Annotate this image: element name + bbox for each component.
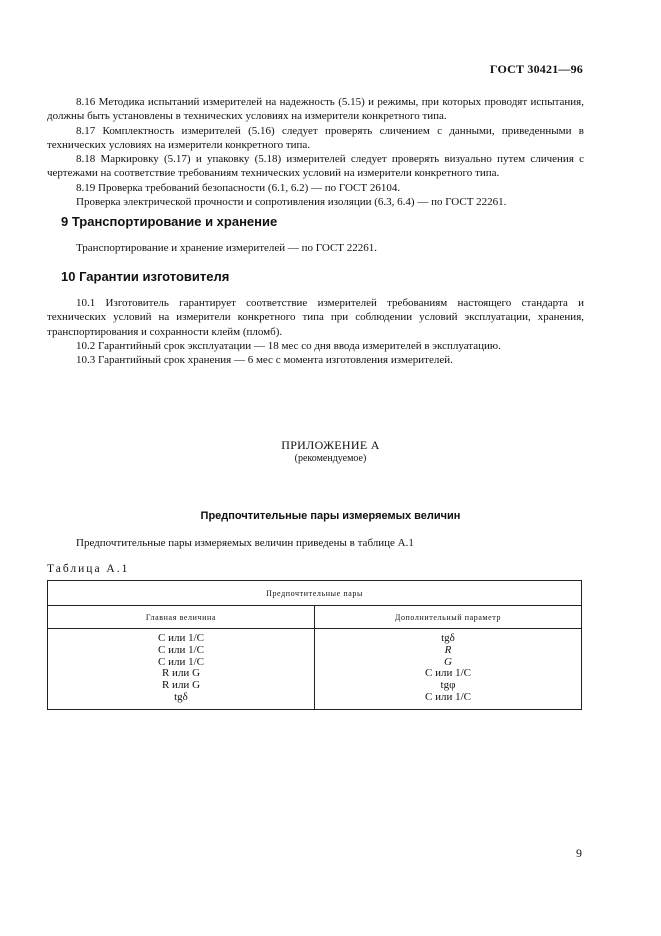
appendix-heading: Предпочтительные пары измеряемых величин	[200, 510, 461, 522]
paragraph-8-16: 8.16 Методика испытаний измерителей на надежность (5.15) и режимы, при которых проводят испытания, должны быть установлены в технических условиях на измерители конкретного типа.	[47, 96, 584, 123]
paragraph-10-1: 10.1 Изготовитель гарантирует соответствие измерителей требованиям настоящего стандарта и технических условий на измерители конкретного типа при соблюдении условий эксплуатации, хранения, транспортирования и сохранности клейм (пломб).	[47, 297, 584, 338]
table-cell: R	[444, 643, 452, 656]
paragraph-8-18: 8.18 Маркировку (5.17) и упаковку (5.18) измерителей следует проверять визуально путем сличения с чертежами на соответствие требованиям технических условий на измерители конкретного типа.	[47, 153, 584, 180]
table-cell: R или G	[161, 679, 201, 692]
paragraph-10-2: 10.2 Гарантийный срок эксплуатации — 18 мес со дня ввода измерителей в эксплуатацию.	[76, 339, 501, 352]
section-9-text	[47, 241, 584, 255]
table-cell: tgδ	[441, 632, 455, 644]
col-extra-values	[315, 629, 582, 710]
paragraph-insulation: Проверка электрической прочности и сопротивления изоляции (6.3, 6.4) — по ГОСТ 22261.	[76, 196, 507, 209]
standard-number: ГОСТ 30421—96	[489, 62, 583, 76]
appendix-title: ПРИЛОЖЕНИЕ А	[281, 438, 380, 452]
col-main-values	[48, 629, 315, 710]
section-10-title: 10 Гарантии изготовителя	[61, 269, 230, 284]
table-cell: C или 1/C	[425, 690, 471, 703]
appendix-intro: Предпочтительные пары измеряемых величин приведены в таблице А.1	[76, 537, 414, 549]
paragraph-10-3: 10.3 Гарантийный срок хранения — 6 мес с момента изготовления измерителей.	[76, 354, 453, 367]
table-cell: C или 1/C	[158, 655, 204, 668]
table-cell: tgφ	[440, 679, 456, 692]
section-10-text	[47, 296, 584, 367]
col-extra-header: Дополнительный параметр	[315, 606, 582, 629]
paragraph-8-19: 8.19 Проверка требований безопасности (6.1, 6.2) — по ГОСТ 26104.	[76, 181, 401, 194]
table-cell: C или 1/C	[158, 632, 204, 644]
page-number: 9	[576, 846, 582, 860]
paragraph-9: Транспортирование и хранение измерителей — по ГОСТ 22261.	[76, 242, 378, 254]
col-main-header: Главная величина	[48, 606, 315, 629]
table-cell: C или 1/C	[158, 643, 204, 656]
preferred-pairs-table	[47, 580, 582, 710]
section-9-title: 9 Транспортирование и хранение	[61, 214, 278, 229]
table-cell: tgδ	[174, 690, 188, 703]
table-group-header: Предпочтительные пары	[48, 581, 582, 606]
table-cell: R или G	[161, 667, 201, 680]
section-8-text	[47, 95, 584, 209]
appendix-subtitle: (рекомендуемое)	[294, 453, 367, 464]
paragraph-8-17: 8.17 Комплектность измерителей (5.16) следует проверять сличением с данными, приведенными в технических условиях на измерители конкретного типа.	[47, 124, 584, 151]
table-caption: Таблица А.1	[47, 563, 130, 575]
table-cell: C или 1/C	[425, 667, 471, 680]
table-cell: G	[444, 655, 452, 668]
